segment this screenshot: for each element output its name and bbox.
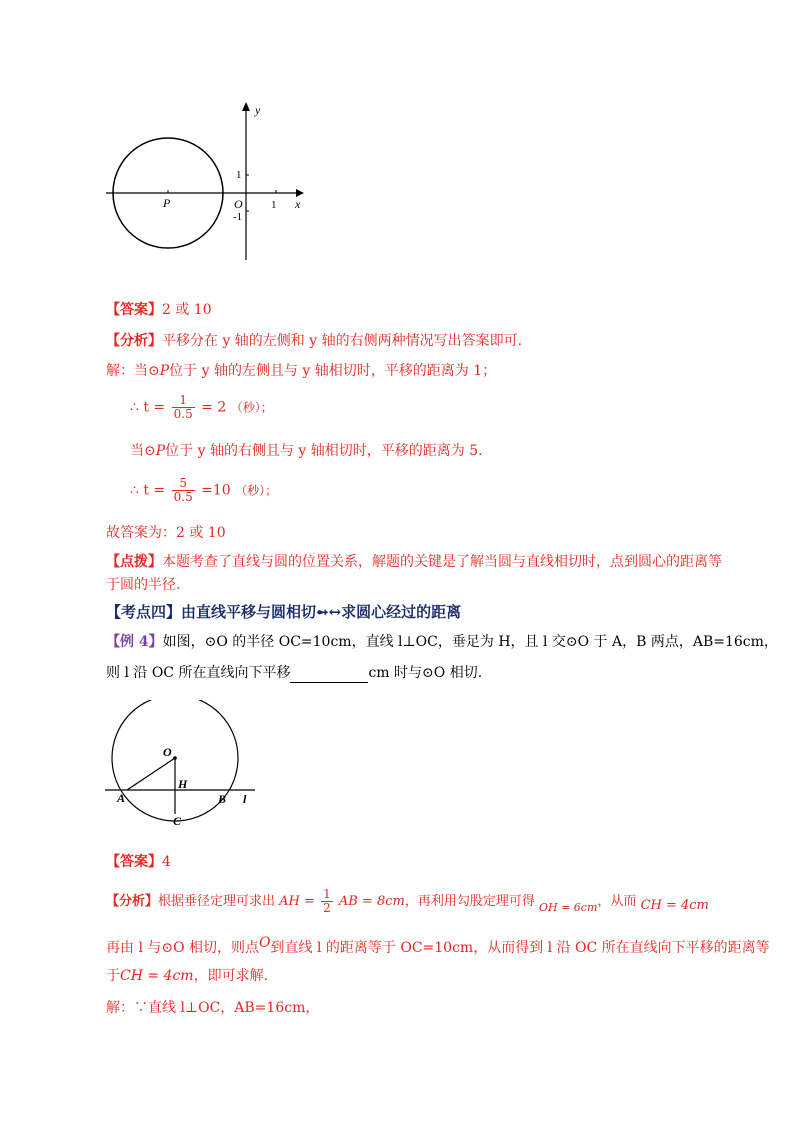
formula-lead: ∴ t = <box>130 482 166 499</box>
solution-text: 当 <box>130 443 144 459</box>
fraction <box>172 477 195 504</box>
denominator: 2 <box>323 901 331 915</box>
example-text: 则 l 沿 OC 所在直线向下平移 <box>106 665 291 681</box>
solution-line-1 <box>106 361 496 381</box>
formula-unit: （秒）； <box>230 400 273 415</box>
example-text: cm 时与⊙O 相切. <box>368 665 483 681</box>
analysis-1 <box>106 331 522 351</box>
solution-2 <box>106 998 319 1018</box>
label-o: O <box>163 745 172 759</box>
circle-p-symbol: ⊙P <box>148 363 170 379</box>
numerator: 1 <box>323 887 331 901</box>
center-label-p: P <box>163 196 171 210</box>
math-oh: OH = 6cm <box>538 901 598 914</box>
solution-text: 解：当 <box>106 363 148 379</box>
label-b: B <box>218 792 227 806</box>
analysis-tag: 【分析】 <box>106 894 159 909</box>
example-4-line-1 <box>106 632 778 652</box>
answer-blank <box>290 668 368 683</box>
center-dot <box>173 756 177 760</box>
math-ah: AH = <box>279 894 315 909</box>
analysis-text: 于 <box>106 968 120 984</box>
solution-line-2 <box>130 441 483 461</box>
label-a: A <box>117 791 126 805</box>
analysis-2-line-3 <box>106 966 268 986</box>
tip-text: 本题考查了直线与圆的位置关系，解题的关键是了解当圆与直线相切时，点到圆心的距离等 <box>162 554 722 570</box>
label-l: l <box>243 792 247 806</box>
answer-tag: 【答案】 <box>106 302 162 318</box>
x-axis-label: x <box>295 197 301 211</box>
x-axis-arrow-icon <box>296 189 304 197</box>
math-o: O <box>259 935 271 951</box>
tip-text: 于圆的半径. <box>106 577 181 593</box>
analysis-text: 平移分在 y 轴的左侧和 y 轴的右侧两种情况写出答案即可. <box>162 333 523 349</box>
fraction <box>172 394 195 421</box>
solution-text: 位于 y 轴的左侧且与 y 轴相切时，平移的距离为 1； <box>169 363 497 379</box>
label-c: C <box>173 814 182 828</box>
analysis-2-line-1 <box>106 888 709 915</box>
denominator: 0.5 <box>173 407 193 421</box>
answer-1 <box>106 300 212 320</box>
math-ch: CH = 4cm <box>120 968 194 984</box>
circle-p-symbol: ⊙P <box>144 443 166 459</box>
tip-line-1 <box>106 552 722 572</box>
formula-step-1 <box>130 394 273 421</box>
figure-circle-chord <box>105 700 265 830</box>
analysis-text: ，再利用勾股定理可得 <box>404 894 535 909</box>
analysis-text: ，即可求解. <box>193 968 269 984</box>
analysis-text: 根据垂径定理可求出 <box>158 894 276 909</box>
label-h: H <box>178 777 188 791</box>
numerator: 1 <box>172 394 195 408</box>
formula-result: =10 <box>201 482 231 499</box>
y-axis-label: y <box>255 103 261 117</box>
section-title: 【考点四】由直线平移与圆相切 <box>106 603 317 621</box>
arrow-icon: ➻↔ <box>316 603 342 621</box>
final-answer-text: 故答案为：2 或 10 <box>106 525 226 541</box>
math-ch: CH = 4cm <box>640 898 709 913</box>
example-tag: 【例 4】 <box>106 634 163 650</box>
tip-tag: 【点拨】 <box>106 554 162 570</box>
answer-2 <box>106 852 171 872</box>
y-axis-arrow-icon <box>242 102 250 111</box>
tick-label-1: 1 <box>236 169 242 181</box>
denominator: 0.5 <box>173 490 193 504</box>
example-4-line-2 <box>106 663 482 683</box>
solution-text: 解：∵直线 l⊥OC，AB=16cm， <box>106 1000 320 1016</box>
origin-label: O <box>234 197 243 211</box>
analysis-text: 到直线 l 的距离等于 OC=10cm，从而得到 l 沿 OC 所在直线向下平移的距离等 <box>270 940 770 956</box>
answer-tag: 【答案】 <box>106 854 162 870</box>
formula-lead: ∴ t = <box>130 399 166 416</box>
tick-label-neg1: -1 <box>233 211 243 223</box>
analysis-text: ，从而 <box>597 894 637 909</box>
analysis-text: 再由 l 与⊙O 相切，则点 <box>106 940 260 956</box>
analysis-2-line-2 <box>106 935 770 958</box>
numerator: 5 <box>172 477 195 491</box>
analysis-tag: 【分析】 <box>106 333 162 349</box>
solution-final <box>106 523 226 543</box>
section-heading <box>106 602 461 622</box>
math-ab: AB = 8cm <box>338 894 405 909</box>
solution-text: 位于 y 轴的右侧且与 y 轴相切时，平移的距离为 5. <box>165 443 483 459</box>
section-title: 求圆心经过的距离 <box>341 603 462 621</box>
segment-oa <box>127 758 175 790</box>
tick-label-x1: 1 <box>271 199 277 211</box>
tip-line-2 <box>106 575 180 595</box>
figure-circle-axes <box>98 98 318 268</box>
fraction-half <box>321 888 333 915</box>
answer-text: 4 <box>162 854 171 870</box>
example-text: 如图，⊙O 的半径 OC=10cm，直线 l⊥OC，垂足为 H，且 l 交⊙O 于 A，B 两点，AB=16cm， <box>162 634 778 650</box>
formula-unit: （秒）； <box>235 483 278 498</box>
answer-text: 2 或 10 <box>162 302 212 318</box>
formula-step-2 <box>130 477 277 504</box>
formula-result: = 2 <box>201 399 227 416</box>
